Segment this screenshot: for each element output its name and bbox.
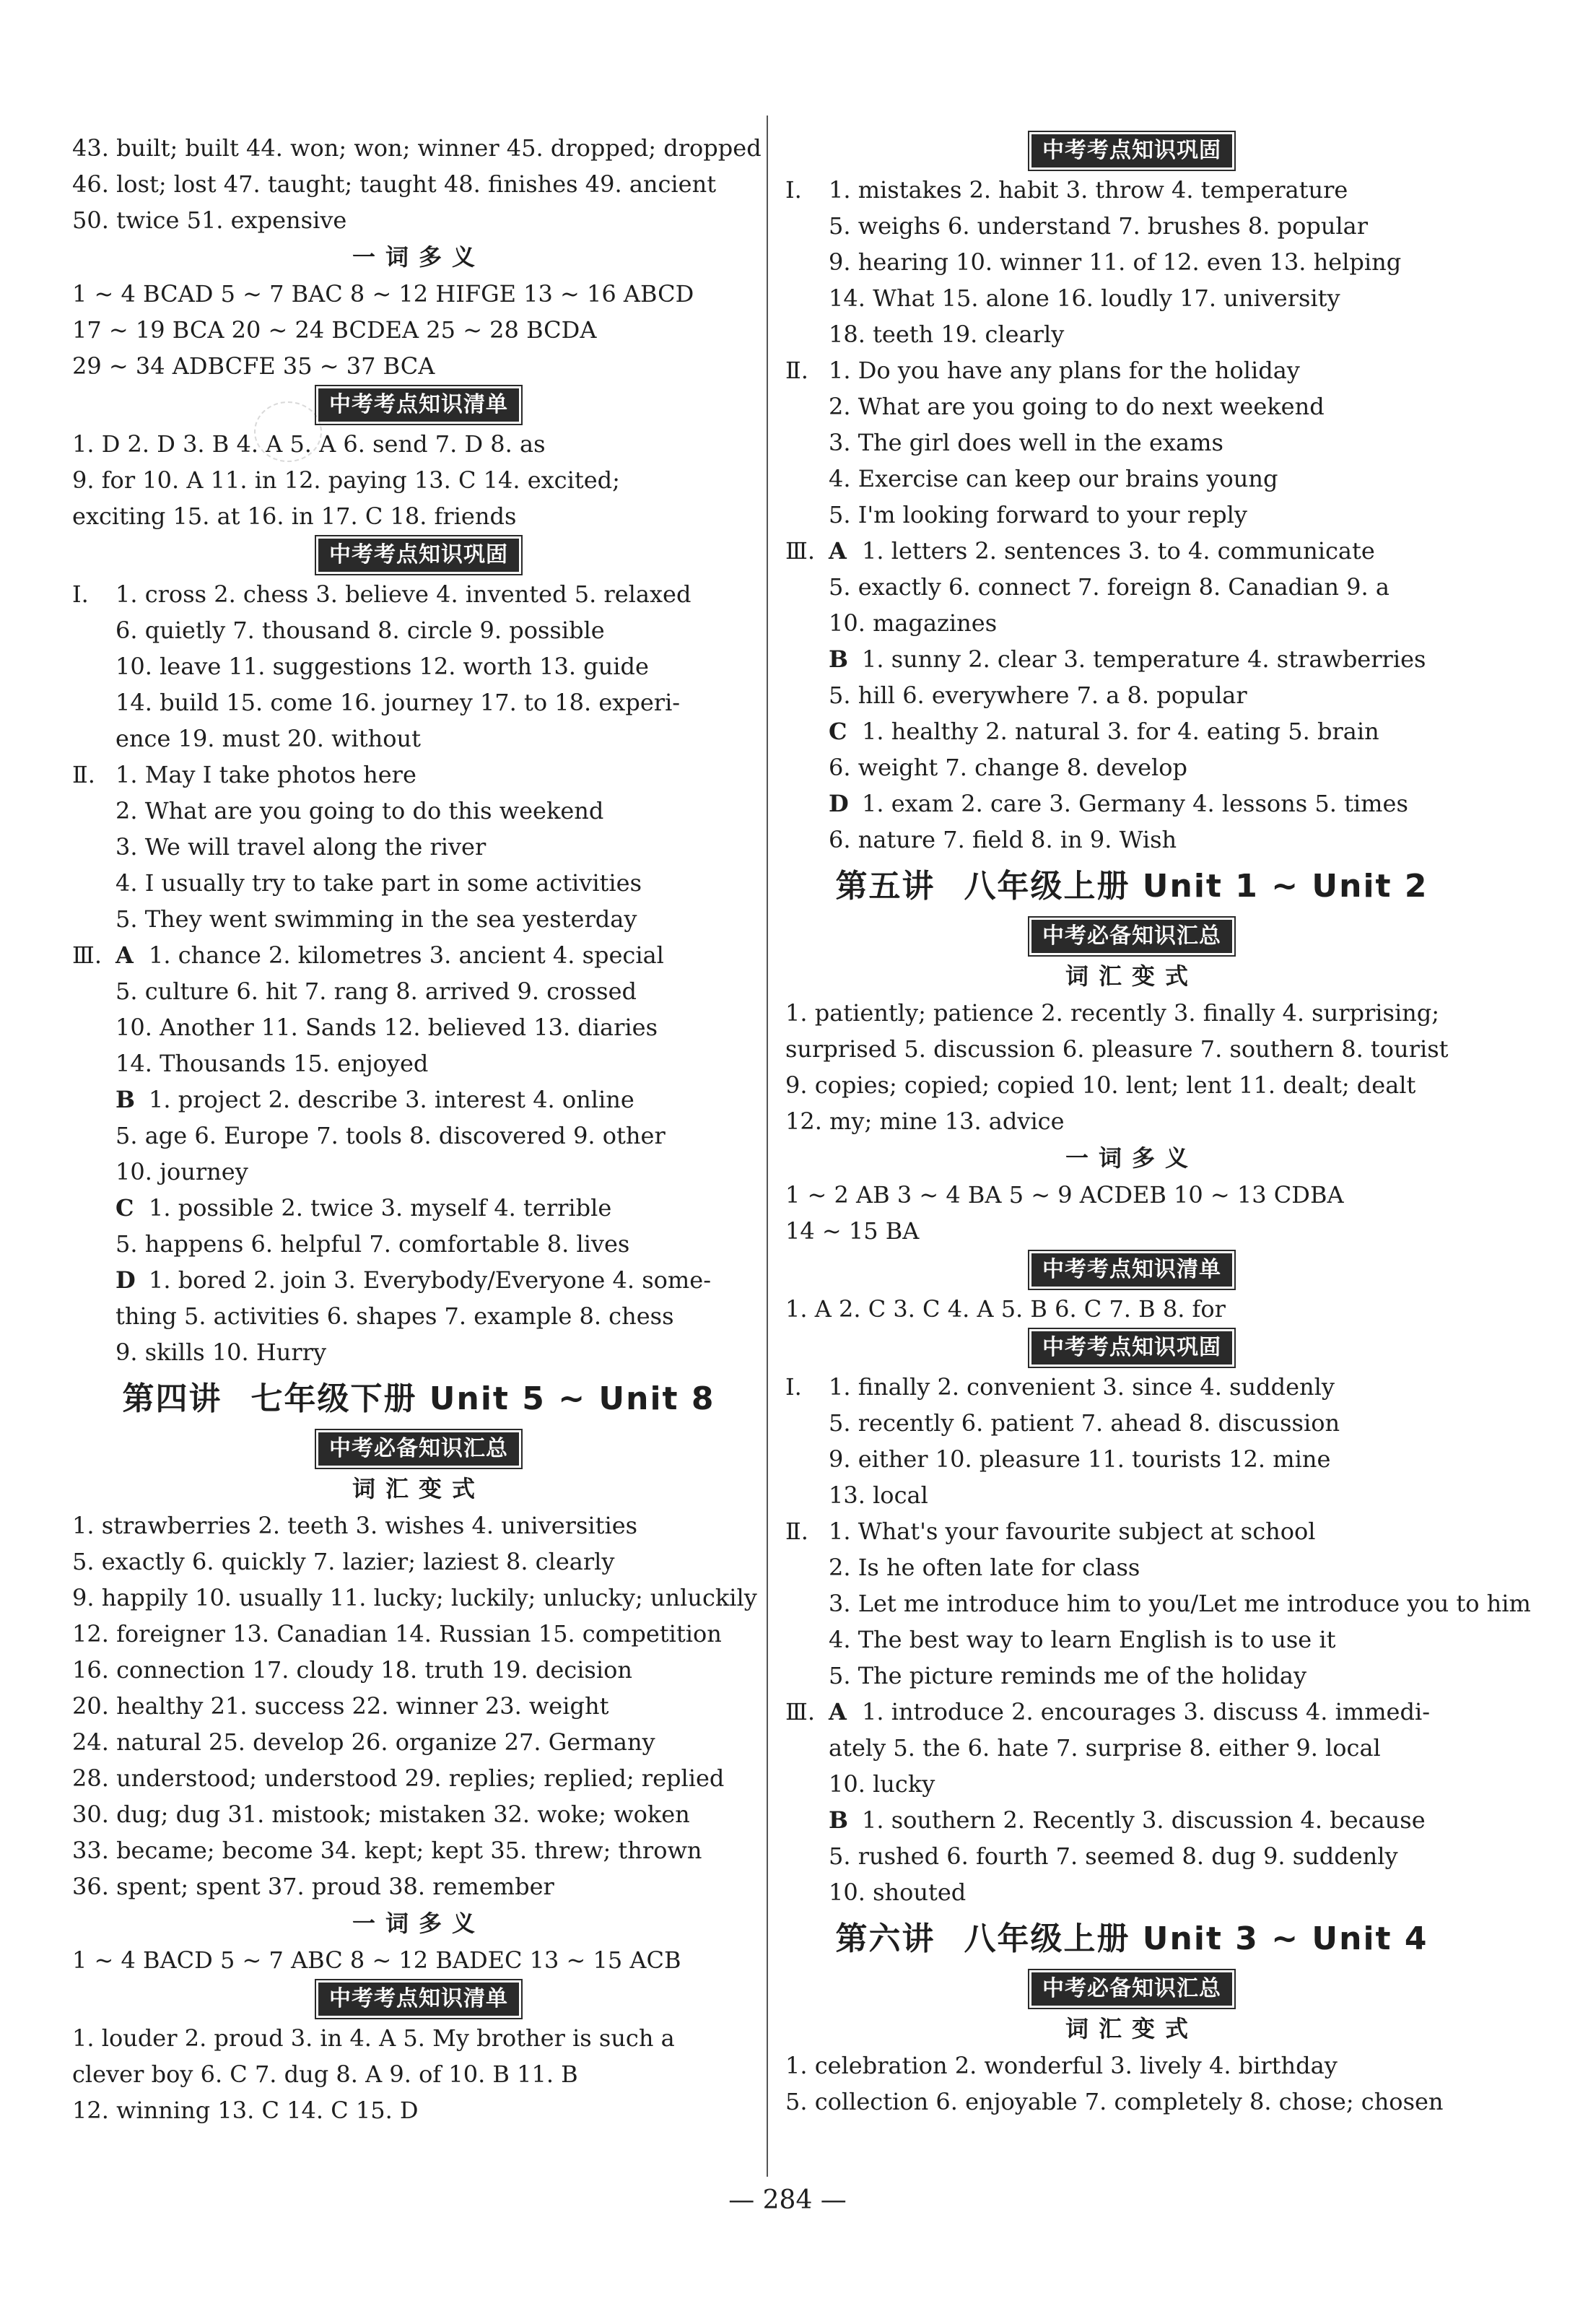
answer-line: 46. lost; lost 47. taught; taught 48. finishes 49. ancient [72, 170, 717, 198]
answer-line: 9. for 10. A 11. in 12. paying 13. C 14. excited; [72, 466, 620, 494]
lecture-number: 第六讲 [835, 1920, 935, 1957]
answer-line: 2. Is he often late for class [829, 1554, 1140, 1581]
section-banner: 中考考点知识巩固 [318, 539, 519, 572]
answer-line: 9. happily 10. usually 11. lucky; luckily; unlucky; unluckily [72, 1584, 757, 1611]
section-heading: 一词多义 [1065, 1144, 1198, 1172]
left-column [72, 130, 765, 2128]
answer-line: 5. They went swimming in the sea yesterday [115, 905, 637, 933]
roman-numeral: Ⅰ. [72, 580, 89, 608]
answer-line: ence 19. must 20. without [115, 725, 421, 752]
lecture-number: 第五讲 [835, 868, 935, 905]
answer-line: clever boy 6. C 7. dug 8. A 9. of 10. B 11. B [72, 2060, 578, 2088]
lecture-title [72, 1370, 765, 1428]
answer-line: 10. lucky [829, 1770, 935, 1798]
section-banner: 中考考点知识巩固 [1031, 134, 1232, 167]
part-letter: C [829, 718, 847, 745]
section-heading: 一词多义 [352, 243, 485, 271]
answer-line: surprised 5. discussion 6. pleasure 7. southern 8. tourist [785, 1035, 1449, 1063]
roman-numeral: Ⅰ. [785, 176, 802, 204]
answer-line: 14 ~ 15 BA [785, 1217, 920, 1245]
answer-line: 1. D 2. D 3. B 4. A 5. A 6. send 7. D 8. as [72, 430, 546, 458]
answer-line: 5. collection 6. enjoyable 7. completely 8. chose; chosen [785, 2088, 1444, 2115]
answer-line: 50. twice 51. expensive [72, 206, 347, 234]
answer-line: 2. What are you going to do this weekend [115, 797, 604, 824]
part-letter: D [829, 790, 849, 817]
answer-line: 6. nature 7. field 8. in 9. Wish [829, 826, 1177, 853]
answer-line: 13. local [829, 1481, 928, 1509]
answer-line: 5. rushed 6. fourth 7. seemed 8. dug 9. suddenly [829, 1842, 1398, 1870]
part-letter: A [829, 537, 847, 565]
answer-line: 20. healthy 21. success 22. winner 23. weight [72, 1692, 609, 1720]
section-heading: 词汇变式 [352, 1475, 485, 1502]
answer-line: 10. shouted [829, 1879, 967, 1906]
answer-line: 1. exam 2. care 3. Germany 4. lessons 5. times [862, 790, 1408, 817]
answer-line: 1. bored 2. join 3. Everybody/Everyone 4. some- [149, 1266, 712, 1294]
answer-line: 4. The best way to learn English is to use it [829, 1626, 1336, 1653]
answer-line: 10. Another 11. Sands 12. believed 13. diaries [115, 1014, 658, 1041]
answer-line: 6. weight 7. change 8. develop [829, 754, 1188, 781]
answer-line: 5. exactly 6. connect 7. foreign 8. Canadian 9. a [829, 573, 1389, 601]
answer-line: 5. I'm looking forward to your reply [829, 501, 1247, 528]
section-heading: 词汇变式 [1065, 2015, 1198, 2042]
answer-line: 2. What are you going to do next weekend [829, 393, 1325, 420]
answer-line: 3. Let me introduce him to you/Let me introduce you to him [829, 1590, 1531, 1617]
answer-line: 1. possible 2. twice 3. myself 4. terrible [149, 1194, 612, 1222]
section-banner: 中考考点知识清单 [318, 1983, 519, 2016]
answer-line: 1. strawberries 2. teeth 3. wishes 4. universities [72, 1512, 638, 1539]
answer-line: 5. The picture reminds me of the holiday [829, 1662, 1307, 1689]
part-letter: D [115, 1266, 136, 1294]
lecture-unit: 八年级上册 Unit 1 ~ Unit 2 [964, 868, 1428, 905]
answer-line: 12. foreigner 13. Canadian 14. Russian 15. competition [72, 1620, 722, 1648]
answer-line: 1. sunny 2. clear 3. temperature 4. strawberries [862, 645, 1426, 673]
answer-line: 1. mistakes 2. habit 3. throw 4. temperature [829, 176, 1348, 204]
roman-numeral: Ⅲ. [72, 941, 102, 969]
lecture-title [785, 1910, 1478, 1968]
answer-line: 1. chance 2. kilometres 3. ancient 4. special [149, 941, 664, 969]
answer-line: 1. cross 2. chess 3. believe 4. invented 5. relaxed [115, 580, 691, 608]
answer-line: 28. understood; understood 29. replies; replied; replied [72, 1764, 725, 1792]
answer-line: 1 ~ 4 BCAD 5 ~ 7 BAC 8 ~ 12 HIFGE 13 ~ 16 ABCD [72, 280, 694, 308]
section-heading: 一词多义 [352, 1910, 485, 1937]
roman-numeral: Ⅱ. [785, 357, 808, 384]
answer-line: 1. finally 2. convenient 3. since 4. suddenly [829, 1373, 1335, 1401]
answer-line: 1. celebration 2. wonderful 3. lively 4. birthday [785, 2052, 1338, 2079]
answer-line: 10. leave 11. suggestions 12. worth 13. guide [115, 653, 649, 680]
section-banner: 中考必备知识汇总 [1031, 1972, 1232, 2006]
lecture-unit: 七年级下册 Unit 5 ~ Unit 8 [250, 1380, 715, 1417]
answer-line: 12. my; mine 13. advice [785, 1107, 1065, 1135]
right-column [785, 130, 1531, 2120]
answer-line: 1. letters 2. sentences 3. to 4. communicate [862, 537, 1375, 565]
answer-line: 36. spent; spent 37. proud 38. remember [72, 1873, 554, 1900]
answer-line: 5. happens 6. helpful 7. comfortable 8. lives [115, 1230, 630, 1258]
part-letter: A [115, 941, 134, 969]
answer-line: 1. May I take photos here [115, 761, 416, 788]
section-banner: 中考必备知识汇总 [318, 1432, 519, 1466]
answer-line: 3. We will travel along the river [115, 833, 487, 861]
roman-numeral: Ⅱ. [72, 761, 95, 788]
answer-line: exciting 15. at 16. in 17. C 18. friends [72, 502, 517, 530]
column-divider [767, 116, 768, 2177]
answer-line: 14. Thousands 15. enjoyed [115, 1050, 429, 1077]
answer-line: 5. hill 6. everywhere 7. a 8. popular [829, 682, 1247, 709]
answer-line: 1 ~ 2 AB 3 ~ 4 BA 5 ~ 9 ACDEB 10 ~ 13 CDBA [785, 1181, 1344, 1209]
section-banner: 中考必备知识汇总 [1031, 920, 1232, 953]
answer-line: 33. became; become 34. kept; kept 35. threw; thrown [72, 1837, 702, 1864]
answer-line: 4. I usually try to take part in some activities [115, 869, 642, 897]
section-banner: 中考考点知识清单 [1031, 1253, 1232, 1287]
page-number: — 284 — [728, 2185, 847, 2215]
section-heading: 词汇变式 [1065, 962, 1198, 990]
lecture-unit: 八年级上册 Unit 3 ~ Unit 4 [964, 1920, 1428, 1957]
answer-line: 1. healthy 2. natural 3. for 4. eating 5. brain [862, 718, 1379, 745]
roman-numeral: Ⅰ. [785, 1373, 802, 1401]
answer-line: 10. journey [115, 1158, 248, 1185]
part-letter: C [115, 1194, 134, 1222]
answer-line: 6. quietly 7. thousand 8. circle 9. possible [115, 617, 605, 644]
answer-line: 1. southern 2. Recently 3. discussion 4. because [862, 1806, 1426, 1834]
answer-line: 9. copies; copied; copied 10. lent; lent 11. dealt; dealt [785, 1071, 1416, 1099]
answer-line: 24. natural 25. develop 26. organize 27. Germany [72, 1728, 655, 1756]
answer-line: 1 ~ 4 BACD 5 ~ 7 ABC 8 ~ 12 BADEC 13 ~ 15 ACB [72, 1946, 681, 1974]
answer-line: 1. project 2. describe 3. interest 4. online [149, 1086, 634, 1113]
part-letter: B [115, 1086, 136, 1113]
answer-line: 12. winning 13. C 14. C 15. D [72, 2097, 419, 2124]
part-letter: B [829, 645, 849, 673]
answer-line: 18. teeth 19. clearly [829, 321, 1065, 348]
answer-line: 3. The girl does well in the exams [829, 429, 1223, 456]
answer-line: 9. skills 10. Hurry [115, 1339, 327, 1366]
answer-line: 4. Exercise can keep our brains young [829, 465, 1278, 492]
answer-line: 43. built; built 44. won; won; winner 45. dropped; dropped [72, 134, 762, 162]
section-banner: 中考考点知识清单 [318, 388, 519, 422]
part-letter: B [829, 1806, 849, 1834]
answer-line: 5. weighs 6. understand 7. brushes 8. popular [829, 212, 1369, 240]
answer-line: 9. hearing 10. winner 11. of 12. even 13. helping [829, 248, 1402, 276]
answer-line: 1. What's your favourite subject at school [829, 1518, 1316, 1545]
part-letter: A [829, 1698, 847, 1725]
answer-line: 1. louder 2. proud 3. in 4. A 5. My brother is such a [72, 2024, 675, 2052]
answer-line: 16. connection 17. cloudy 18. truth 19. decision [72, 1656, 632, 1684]
answer-line: 9. either 10. pleasure 11. tourists 12. mine [829, 1445, 1331, 1473]
answer-line: ately 5. the 6. hate 7. surprise 8. either 9. local [829, 1734, 1381, 1762]
answer-line: 5. culture 6. hit 7. rang 8. arrived 9. crossed [115, 978, 637, 1005]
roman-numeral: Ⅱ. [785, 1518, 808, 1545]
answer-line: 14. build 15. come 16. journey 17. to 18. experi- [115, 689, 681, 716]
lecture-title [785, 858, 1478, 915]
answer-line: 1. Do you have any plans for the holiday [829, 357, 1300, 384]
roman-numeral: Ⅲ. [785, 1698, 816, 1725]
answer-line: 14. What 15. alone 16. loudly 17. university [829, 284, 1340, 312]
answer-line: 5. exactly 6. quickly 7. lazier; laziest 8. clearly [72, 1548, 615, 1575]
answer-line: 29 ~ 34 ADBCFE 35 ~ 37 BCA [72, 352, 435, 380]
answer-line: 1. introduce 2. encourages 3. discuss 4. immedi- [862, 1698, 1431, 1725]
answer-line: 10. magazines [829, 609, 998, 637]
roman-numeral: Ⅲ. [785, 537, 816, 565]
answer-line: 1. A 2. C 3. C 4. A 5. B 6. C 7. B 8. for [785, 1295, 1226, 1323]
answer-line: 5. recently 6. patient 7. ahead 8. discussion [829, 1409, 1340, 1437]
section-banner: 中考考点知识巩固 [1031, 1331, 1232, 1365]
answer-line: 1. patiently; patience 2. recently 3. finally 4. surprising; [785, 999, 1440, 1027]
answer-line: thing 5. activities 6. shapes 7. example 8. chess [115, 1302, 674, 1330]
answer-line: 30. dug; dug 31. mistook; mistaken 32. woke; woken [72, 1801, 690, 1828]
answer-line: 5. age 6. Europe 7. tools 8. discovered 9. other [115, 1122, 666, 1149]
answer-line: 17 ~ 19 BCA 20 ~ 24 BCDEA 25 ~ 28 BCDA [72, 316, 597, 344]
lecture-number: 第四讲 [122, 1380, 222, 1417]
